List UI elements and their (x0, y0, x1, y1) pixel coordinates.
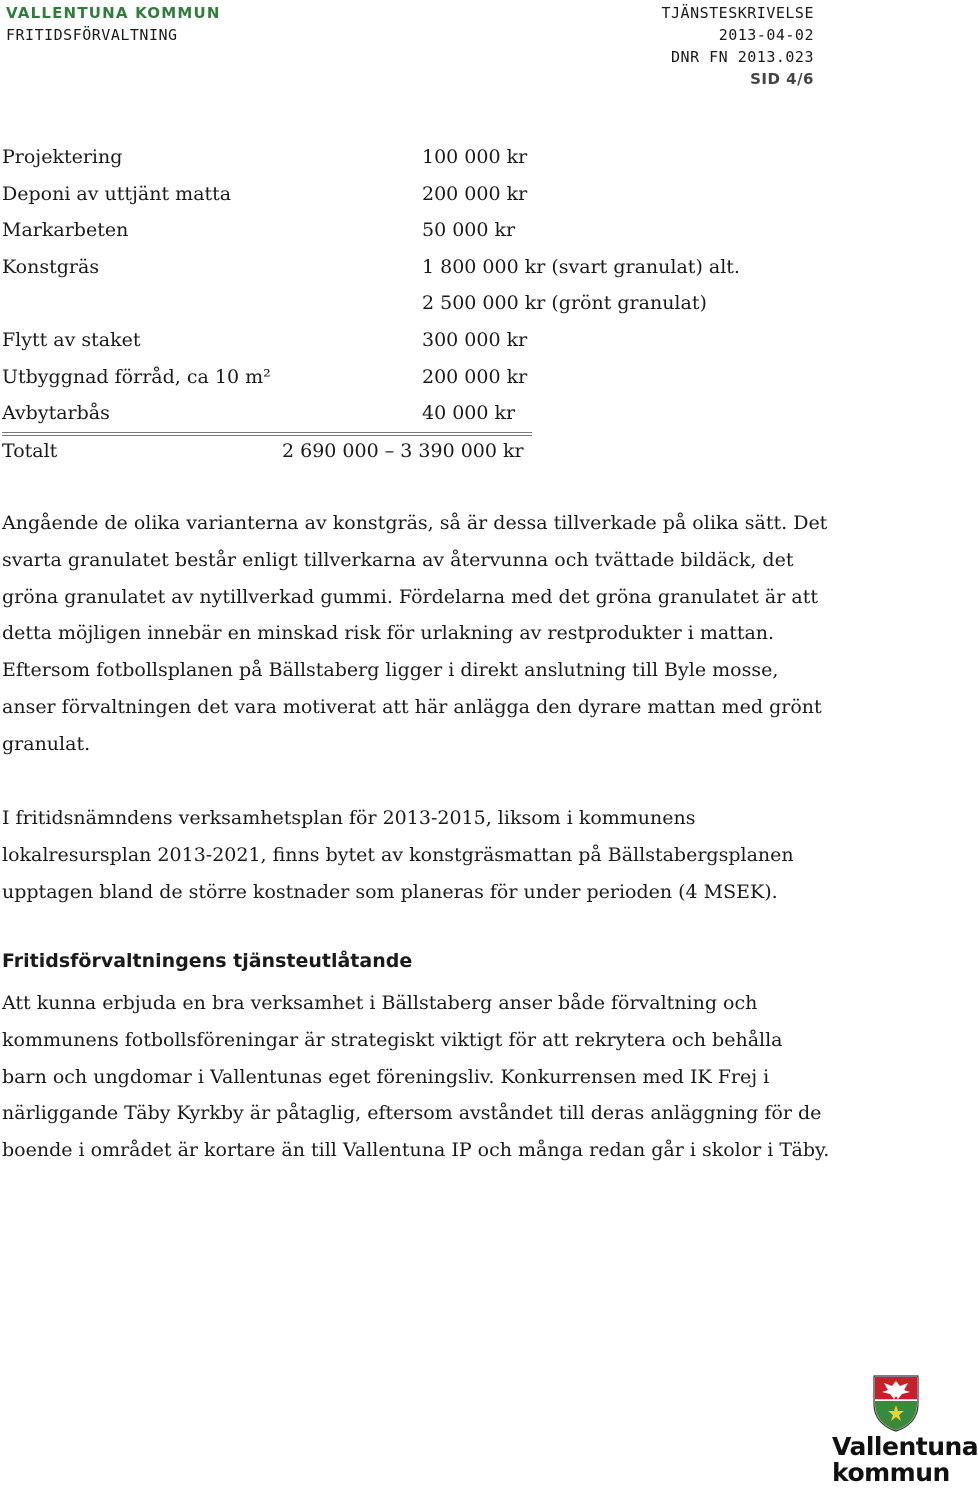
doc-dnr: DNR FN 2013.023 (671, 48, 814, 66)
paragraph-granulate: Angående de olika varianterna av konstgräs, så är dessa tillverkade på olika sätt. Det svarta granulatet består enligt tillverkarna av återvunna och tvättade bildäck, det gröna granulatet av nytillverkad gummi. Fördelarna med det gröna granulatet är att detta möjligen innebär en minskad risk för urlakning av restprodukter i mattan. Eftersom fotbollsplanen på Bällstaberg ligger i direkt anslutning till Byle mosse, anser förvaltningen det vara motiverat att här anlägga den dyrare mattan med grönt granulat. (2, 512, 828, 755)
cost-label: Projektering (2, 146, 123, 168)
cost-amount: 2 500 000 kr (grönt granulat) (422, 292, 707, 315)
cost-amount: 40 000 kr (422, 402, 516, 425)
cost-row (2, 322, 822, 359)
cost-label: Flytt av staket (2, 328, 141, 351)
doc-date: 2013-04-02 (718, 26, 814, 44)
coat-of-arms-icon (872, 1374, 920, 1432)
cost-label: Utbyggnad förråd, ca 10 m² (2, 365, 271, 388)
cost-row (2, 359, 822, 396)
cost-label: Deponi av uttjänt matta (2, 182, 232, 205)
logo-line1: Vallentuna (832, 1432, 978, 1461)
cost-amount: 1 800 000 kr (svart granulat) alt. (422, 255, 740, 278)
org-name: VALLENTUNA KOMMUN (6, 4, 221, 22)
doc-type: TJÄNSTESKRIVELSE (661, 4, 814, 22)
cost-amount: 100 000 kr (422, 146, 528, 168)
cost-row (2, 212, 822, 249)
paragraph-plan: I fritidsnämndens verksamhetsplan för 2013-2015, liksom i kommunens lokalresursplan 2013-2021, finns bytet av konstgräsmattan på Bällstabergsplanen upptagen bland de större kostnader som planeras för under perioden (4 MSEK). (2, 807, 794, 903)
cost-amount: 50 000 kr (422, 219, 516, 242)
cost-label: Markarbeten (2, 219, 129, 242)
cost-row (2, 285, 822, 322)
cost-table (2, 139, 822, 469)
cost-total-row (2, 433, 822, 470)
header-right (662, 2, 815, 90)
cost-row (2, 249, 822, 286)
section-heading: Fritidsförvaltningens tjänsteutlåtande (2, 950, 413, 972)
municipality-logo (830, 1372, 978, 1489)
total-amount: 2 690 000 – 3 390 000 kr (282, 439, 524, 462)
cost-row-last (2, 395, 532, 433)
cost-amount: 200 000 kr (422, 182, 528, 205)
logo-line2: kommun (832, 1458, 950, 1487)
cost-row (2, 176, 822, 213)
cost-label: Avbytarbås (2, 402, 110, 425)
page-number: SID 4/6 (750, 70, 814, 88)
cost-amount: 300 000 kr (422, 328, 528, 351)
cost-amount: 200 000 kr (422, 365, 528, 388)
paragraph-statement: Att kunna erbjuda en bra verksamhet i Bällstaberg anser både förvaltning och kommunens fotbollsföreningar är strategiskt viktigt för att rekrytera och behålla barn och ungdomar i Vallentunas eget föreningsliv. Konkurrensen med IK Frej i närliggande Täby Kyrkby är påtaglig, eftersom avståndet till deras anläggning för de boende i området är kortare än till Vallentuna IP och många redan går i skolor i Täby. (2, 992, 830, 1162)
department-name: FRITIDSFÖRVALTNING (6, 26, 178, 44)
logo-text (832, 1434, 978, 1486)
cost-row (2, 139, 822, 176)
total-label: Totalt (2, 439, 58, 462)
cost-label: Konstgräs (2, 255, 100, 278)
header-left (6, 2, 221, 46)
